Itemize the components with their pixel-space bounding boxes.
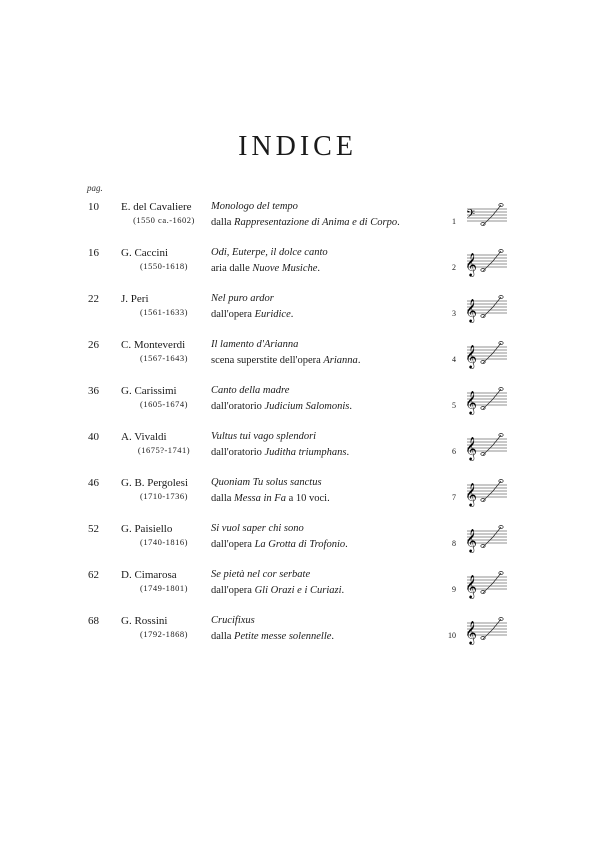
work-title: Vultus tui vago splendori — [211, 431, 317, 442]
composer-dates: (1792-1868) — [140, 629, 188, 639]
note-head-icon — [481, 315, 485, 318]
composer-name: G. Caccini — [121, 247, 169, 259]
page-number: 36 — [88, 385, 99, 397]
work-title: Nel puro ardor — [211, 293, 274, 304]
incipit-number: 6 — [452, 447, 456, 456]
source-title: Nuove Musiche — [252, 263, 318, 274]
composer-dates: (1710-1736) — [140, 491, 188, 501]
music-incipit — [463, 473, 509, 512]
composer-dates: (1675?-1741) — [137, 445, 191, 455]
work-title: Quoniam Tu solus sanctus — [211, 477, 322, 488]
page-number: 46 — [88, 477, 99, 489]
work-title: Crucifixus — [211, 615, 255, 626]
source-prefix: scena superstite dell'opera — [211, 355, 324, 366]
work-source — [211, 493, 330, 504]
incipit-number: 2 — [452, 263, 456, 272]
work-source — [211, 355, 360, 366]
index-entry — [0, 569, 595, 609]
composer-dates: (1561-1633) — [140, 307, 188, 317]
note-head-icon — [481, 407, 485, 410]
source-title: Euridice — [254, 309, 291, 320]
music-incipit — [463, 611, 509, 650]
source-prefix: dall'oratorio — [211, 447, 265, 458]
composer-name: G. B. Pergolesi — [121, 477, 189, 489]
source-prefix: dalla — [211, 217, 235, 228]
index-entry — [0, 615, 595, 655]
source-suffix: . — [290, 309, 294, 320]
note-head-icon — [481, 637, 485, 640]
note-head-icon — [481, 499, 485, 502]
incipit-number: 5 — [452, 401, 456, 410]
work-title: Odi, Euterpe, il dolce canto — [211, 247, 328, 258]
index-entry — [0, 477, 595, 517]
staff-icon — [463, 565, 509, 599]
music-incipit — [463, 427, 509, 466]
source-suffix: . — [397, 217, 400, 228]
source-suffix: . — [349, 401, 352, 412]
bass-clef-icon: 𝄢 — [466, 208, 476, 224]
note-head-icon — [481, 591, 485, 594]
staff-icon — [463, 427, 509, 461]
index-entry — [0, 431, 595, 471]
music-incipit — [463, 565, 509, 604]
index-entry — [0, 247, 595, 287]
source-prefix: dalla — [211, 631, 235, 642]
source-suffix: . — [357, 355, 361, 366]
source-title: Petite messe solennelle — [234, 631, 332, 642]
work-source — [211, 309, 293, 320]
source-prefix: dall'opera — [211, 585, 255, 596]
music-incipit — [463, 335, 509, 374]
work-source — [211, 447, 349, 458]
page-number: 22 — [88, 293, 99, 305]
work-title: Canto della madre — [211, 385, 290, 396]
work-source — [211, 631, 334, 642]
source-title: Juditha triumphans — [264, 447, 347, 458]
composer-dates: (1567-1643) — [140, 353, 188, 363]
page-number: 62 — [88, 569, 99, 581]
source-title: La Grotta di Trofonio — [254, 539, 346, 550]
page-number: 26 — [88, 339, 99, 351]
composer-name: C. Monteverdi — [121, 339, 186, 351]
source-title: Arianna — [323, 355, 358, 366]
treble-clef-icon: 𝄞 — [465, 298, 477, 322]
staff-icon — [463, 519, 509, 553]
page-number: 40 — [88, 431, 99, 443]
composer-name: A. Vivaldi — [121, 431, 167, 443]
work-source — [211, 217, 400, 228]
music-incipit — [463, 197, 509, 236]
page-number: 10 — [88, 201, 99, 213]
composer-name: E. del Cavaliere — [121, 201, 192, 213]
source-title: Gli Orazi e i Curiazi — [254, 585, 342, 596]
index-entry — [0, 523, 595, 563]
source-title: Rappresentazione di Anima e di Corpo — [234, 217, 398, 228]
work-title: Se pietà nel cor serbate — [211, 569, 311, 580]
composer-name: G. Carissimi — [121, 385, 177, 397]
work-source — [211, 539, 348, 550]
staff-icon — [463, 381, 509, 415]
work-title: Monologo del tempo — [211, 201, 298, 212]
note-head-icon — [481, 545, 485, 548]
composer-dates: (1550-1618) — [140, 261, 188, 271]
work-title: Il lamento d'Arianna — [211, 339, 299, 350]
treble-clef-icon: 𝄞 — [465, 252, 477, 276]
composer-name: G. Rossini — [121, 615, 168, 627]
incipit-number: 10 — [448, 631, 456, 640]
page-number: 52 — [88, 523, 99, 535]
source-suffix: a 10 voci. — [285, 493, 330, 504]
music-incipit — [463, 519, 509, 558]
source-suffix: . — [317, 263, 321, 274]
treble-clef-icon: 𝄞 — [465, 528, 477, 552]
incipit-number: 4 — [452, 355, 456, 364]
composer-dates: (1749-1801) — [140, 583, 188, 593]
note-head-icon — [481, 223, 485, 226]
incipit-number: 7 — [452, 493, 456, 502]
note-head-icon — [481, 453, 485, 456]
work-source — [211, 585, 344, 596]
source-prefix: aria dalle — [211, 263, 253, 274]
index-entry — [0, 385, 595, 425]
source-prefix: dall'oratorio — [211, 401, 265, 412]
source-prefix: dall'opera — [211, 539, 255, 550]
source-suffix: . — [341, 585, 345, 596]
note-head-icon — [481, 361, 485, 364]
source-prefix: dall'opera — [211, 309, 255, 320]
work-source — [211, 263, 320, 274]
treble-clef-icon: 𝄞 — [465, 574, 477, 598]
source-title: Messa in Fa — [234, 493, 286, 504]
treble-clef-icon: 𝄞 — [465, 620, 477, 644]
page-title: INDICE — [238, 131, 357, 162]
music-incipit — [463, 381, 509, 420]
staff-icon — [463, 243, 509, 277]
composer-name: G. Paisiello — [121, 523, 173, 535]
music-incipit — [463, 289, 509, 328]
incipit-number: 9 — [452, 585, 456, 594]
page-column-label: pag. — [87, 183, 103, 193]
staff-icon — [463, 289, 509, 323]
incipit-number: 1 — [452, 217, 456, 226]
page-number: 68 — [88, 615, 99, 627]
index-entry — [0, 339, 595, 379]
treble-clef-icon: 𝄞 — [465, 436, 477, 460]
music-incipit — [463, 243, 509, 282]
index-entry — [0, 293, 595, 333]
source-suffix: . — [331, 631, 335, 642]
composer-name: J. Peri — [121, 293, 149, 305]
note-head-icon — [481, 269, 485, 272]
composer-dates: (1550 ca.-1602) — [133, 215, 195, 225]
incipit-number: 3 — [452, 309, 456, 318]
treble-clef-icon: 𝄞 — [465, 390, 477, 414]
index-entry — [0, 201, 595, 241]
treble-clef-icon: 𝄞 — [465, 344, 477, 368]
staff-icon — [463, 473, 509, 507]
source-prefix: dalla — [211, 493, 235, 504]
source-title: Judicium Salomonis — [264, 401, 350, 412]
staff-icon — [463, 611, 509, 645]
composer-name: D. Cimarosa — [121, 569, 177, 581]
incipit-number: 8 — [452, 539, 456, 548]
staff-icon — [463, 197, 509, 231]
source-suffix: . — [346, 447, 350, 458]
treble-clef-icon: 𝄞 — [465, 482, 477, 506]
composer-dates: (1605-1674) — [140, 399, 188, 409]
work-source — [211, 401, 352, 412]
staff-icon — [463, 335, 509, 369]
composer-dates: (1740-1816) — [140, 537, 188, 547]
page-number: 16 — [88, 247, 99, 259]
work-title: Si vuol saper chi sono — [211, 523, 304, 534]
source-suffix: . — [345, 539, 348, 550]
